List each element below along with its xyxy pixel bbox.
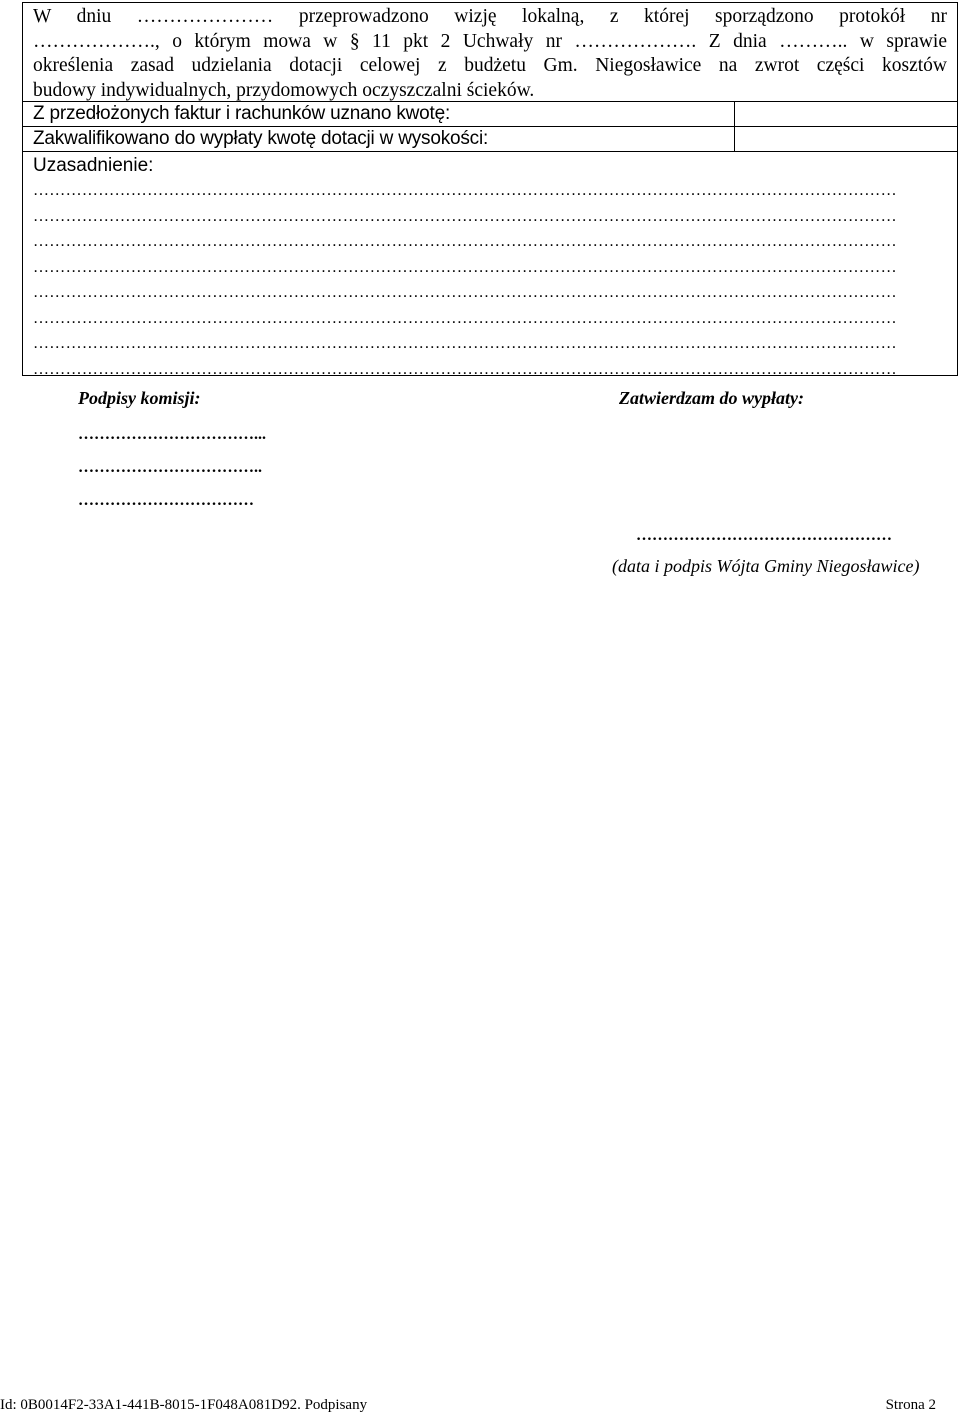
justification-line[interactable]: …………………………………………………………………………………………………………………………………………… (33, 258, 897, 276)
document-id-footer: Id: 0B0014F2-33A1-441B-8015-1F048A081D92. Podpisany (0, 1397, 368, 1413)
justification-line[interactable]: …………………………………………………………………………………………………………………………………………… (33, 284, 897, 301)
grant-form-table (22, 2, 958, 376)
committee-signature-line[interactable]: …………………………….. (78, 459, 262, 476)
invoices-amount-field[interactable] (735, 102, 957, 126)
committee-signature-line[interactable]: ……………………………... (78, 426, 266, 443)
invoices-label: Z przedłożonych faktur i rachunków uznano kwotę: (23, 102, 735, 126)
statement-line-1: W dniu ………………… przeprowadzono wizję lokalną, z której sporządzono protokół nr (33, 6, 947, 27)
qualified-amount-field[interactable] (735, 127, 957, 151)
inspection-statement (23, 3, 957, 101)
justification-line[interactable]: …………………………………………………………………………………………………………………………………………… (33, 360, 897, 378)
justification-section (23, 151, 957, 378)
justification-label: Uzasadnienie: (33, 155, 154, 176)
justification-line[interactable]: …………………………………………………………………………………………………………………………………………… (33, 309, 897, 327)
justification-line[interactable]: …………………………………………………………………………………………………………………………………………… (33, 207, 897, 225)
page-number: Strona 2 (885, 1397, 936, 1413)
justification-line[interactable]: …………………………………………………………………………………………………………………………………………… (33, 182, 897, 199)
statement-line-3: określenia zasad udzielania dotacji celowej z budżetu Gm. Niegosławice na zwrot części kosztów (33, 55, 947, 76)
qualified-row (23, 126, 957, 151)
justification-line[interactable]: …………………………………………………………………………………………………………………………………………… (33, 233, 897, 250)
approval-label: Zatwierdzam do wypłaty: (619, 388, 804, 408)
statement-line-2: ………………., o którym mowa w § 11 pkt 2 Uchwały nr ………………. Z dnia ……….. w sprawie (33, 30, 947, 52)
committee-signature-line[interactable]: …………………………… (78, 492, 254, 509)
wojt-signature-line[interactable]: ………………………………………… (636, 527, 892, 544)
justification-line[interactable]: …………………………………………………………………………………………………………………………………………… (33, 335, 897, 352)
committee-signatures-label: Podpisy komisji: (78, 388, 201, 408)
qualified-label: Zakwalifikowano do wypłaty kwotę dotacji w wysokości: (23, 127, 735, 151)
statement-line-4: budowy indywidualnych, przydomowych oczyszczalni ścieków. (33, 79, 535, 101)
invoices-row (23, 101, 957, 126)
wojt-signature-caption: (data i podpis Wójta Gminy Niegosławice) (612, 556, 920, 576)
